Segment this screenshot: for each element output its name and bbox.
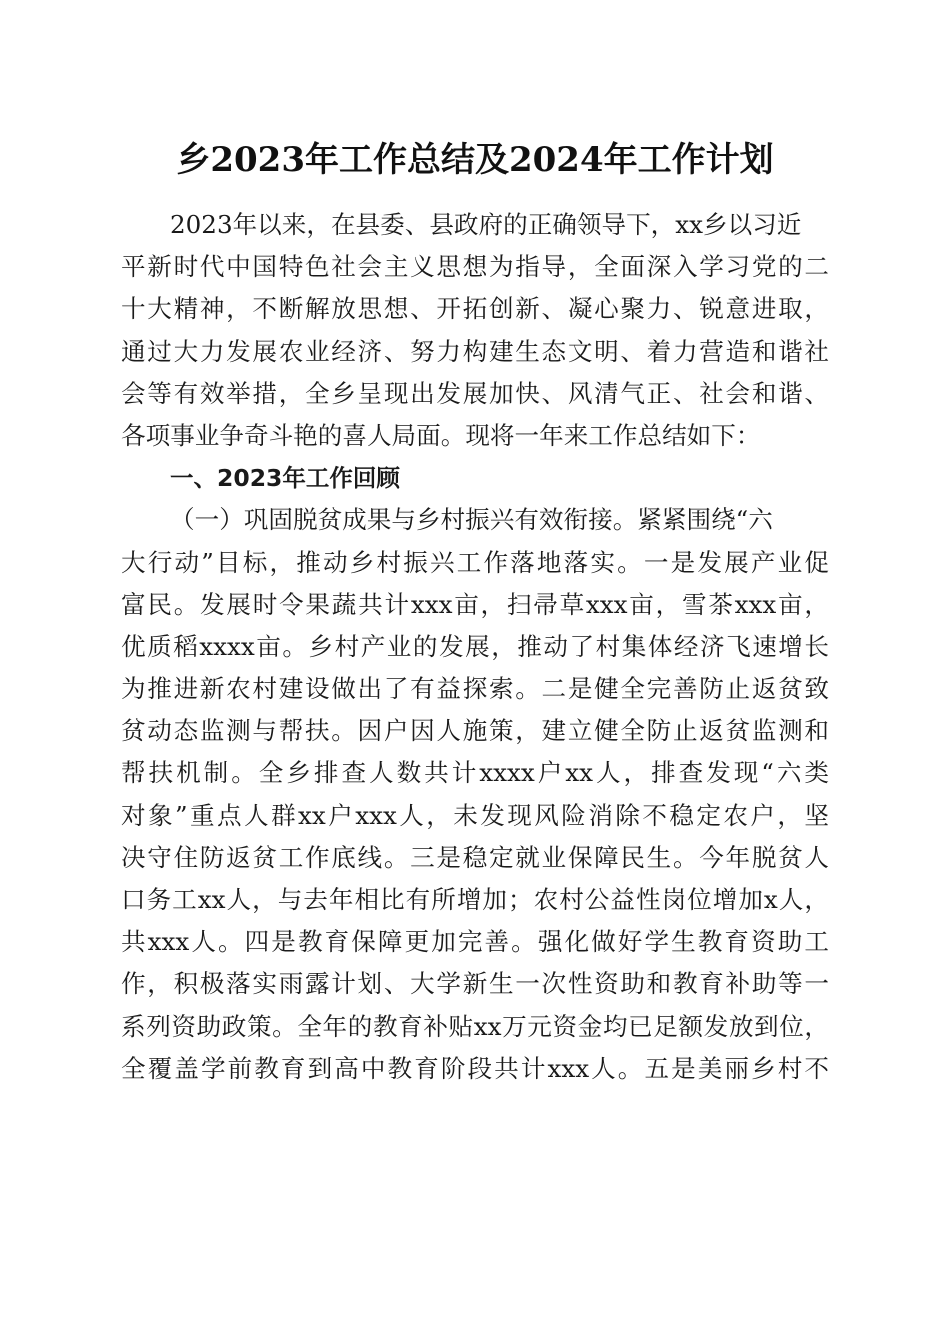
paragraph-line: 优质稻xxxx亩。乡村产业的发展，推动了村集体经济飞速增长 xyxy=(121,631,829,661)
paragraph-line: 大行动”目标，推动乡村振兴工作落地落实。一是发展产业促 xyxy=(121,547,829,577)
paragraph-line: 为推进新农村建设做出了有益探索。二是健全完善防止返贫致 xyxy=(121,674,829,704)
paragraph-line: 对象”重点人群xx户xxx人，未发现风险消除不稳定农户，坚 xyxy=(121,800,829,830)
paragraph-line: 作，积极落实雨露计划、大学新生一次性资助和教育补助等一 xyxy=(121,969,829,999)
paragraph-line: 各项事业争奇斗艳的喜人局面。现将一年来工作总结如下： xyxy=(121,420,761,450)
paragraph-line: 平新时代中国特色社会主义思想为指导，全面深入学习党的二 xyxy=(121,252,829,282)
paragraph-line: 2023年以来，在县委、县政府的正确领导下，xx乡以习近 xyxy=(170,210,802,239)
paragraph-line: 决守住防返贫工作底线。三是稳定就业保障民生。今年脱贫人 xyxy=(121,842,829,872)
paragraph-line: 富民。发展时令果蔬共计xxx亩，扫帚草xxx亩，雪茶xxx亩， xyxy=(121,589,829,619)
paragraph-line: 通过大力发展农业经济、努力构建生态文明、着力营造和谐社 xyxy=(121,336,829,366)
paragraph-line: 口务工xx人，与去年相比有所增加；农村公益性岗位增加x人， xyxy=(121,885,829,914)
document-body xyxy=(121,204,829,1090)
paragraph-line: 会等有效举措，全乡呈现出发展加快、风清气正、社会和谐、 xyxy=(121,378,829,408)
paragraph-line: 十大精神，不断解放思想、开拓创新、凝心聚力、锐意进取， xyxy=(121,294,829,324)
paragraph-line: 系列资助政策。全年的教育补贴xx万元资金均已足额发放到位， xyxy=(121,1011,829,1041)
paragraph-line: 贫动态监测与帮扶。因户因人施策，建立健全防止返贫监测和 xyxy=(121,716,829,746)
paragraph-line: 共xxx人。四是教育保障更加完善。强化做好学生教育资助工 xyxy=(121,927,829,957)
document-title: 乡2023年工作总结及2024年工作计划 xyxy=(176,140,774,180)
section-heading: 一、2023年工作回顾 xyxy=(170,464,400,493)
paragraph-line: 全覆盖学前教育到高中教育阶段共计xxx人。五是美丽乡村不 xyxy=(121,1053,829,1083)
paragraph-line: 帮扶机制。全乡排查人数共计xxxx户xx人，排查发现“六类 xyxy=(121,758,829,788)
paragraph-line: （一）巩固脱贫成果与乡村振兴有效衔接。紧紧围绕“六 xyxy=(170,505,773,535)
